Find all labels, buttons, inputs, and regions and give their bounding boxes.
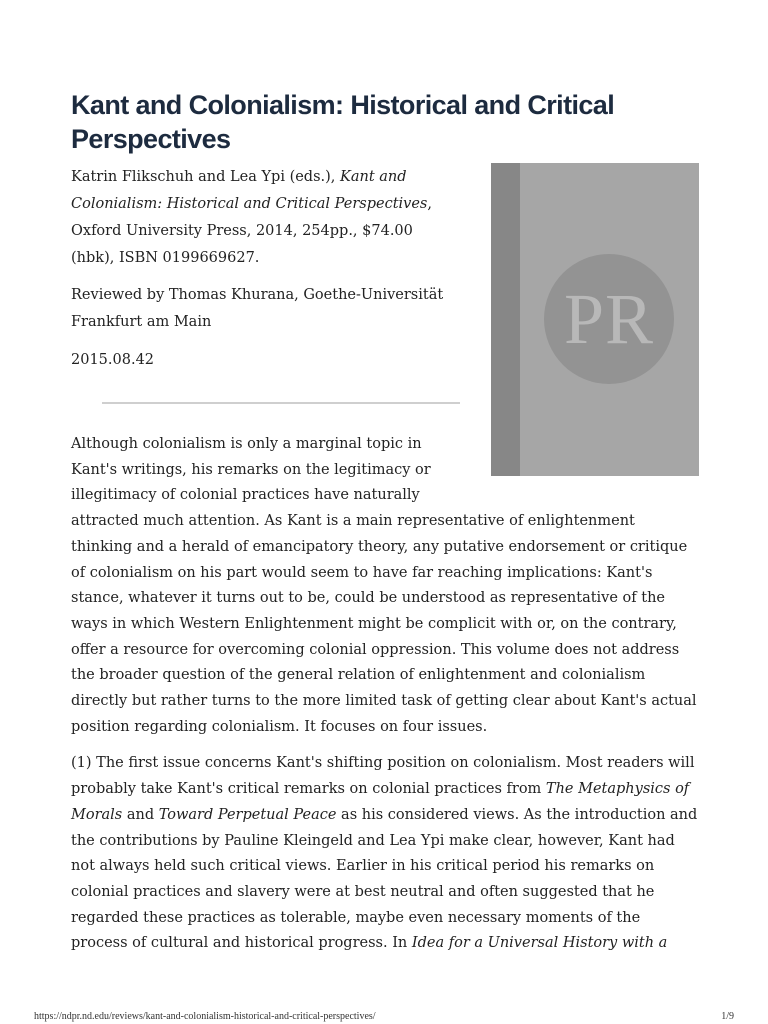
book-citation bbox=[71, 164, 451, 272]
citation-details: , Oxford University Press, 2014, 254pp., $74.00 (hbk), ISBN 0199669627. bbox=[71, 196, 432, 266]
work-title-metaphysics-of-morals: The Metaphysics of Morals bbox=[71, 781, 690, 823]
pr-logo-badge bbox=[544, 254, 674, 384]
book-spine bbox=[491, 163, 520, 476]
reviewer-line: Reviewed by Thomas Khurana, Goethe-Universität Frankfurt am Main bbox=[71, 287, 444, 330]
cover-float-spacer bbox=[437, 432, 699, 508]
citation-authors: Katrin Flikschuh and Lea Ypi (eds.), bbox=[71, 169, 341, 185]
work-title-idea-universal-history: Idea for a Universal History with a bbox=[411, 935, 668, 952]
divider bbox=[102, 402, 460, 404]
body-paragraph-1: Although colonialism is only a marginal topic in Kant's writings, his remarks on the legitimacy or illegitimacy of colonial practices have naturally attracted much attention. As Kant is a main representative of enlightenment thinking and a herald of emancipatory theory, any putative endorsement or critique of colonialism on his part would seem to have far reaching implications: Kant's stance, whatever it turns out to be, could be understood as representative of the ways in which Western Enlightenment might be complicit with or, on the contrary, offer a resource for overcoming colonial oppression. This volume does not address the broader question of the general relation of enlightenment and colonialism directly but rather turns to the more limited task of getting clear about Kant's actual position regarding colonialism. It focuses on four issues. bbox=[71, 436, 697, 735]
work-title-perpetual-peace: Toward Perpetual Peace bbox=[158, 806, 337, 823]
pr-logo-text: PR bbox=[563, 279, 655, 359]
print-url: https://ndpr.nd.edu/reviews/kant-and-colonialism-historical-and-critical-perspectives/ bbox=[34, 1011, 376, 1022]
review-body bbox=[71, 432, 699, 968]
body-paragraph-2: (1) The first issue concerns Kant's shifting position on colonialism. Most readers will probably take Kant's critical remarks on colonial practices from The Metaphysics of Morals and Toward Perpetual Peace as his considered views. As the introduction and the contributions by Pauline Kleingeld and Lea Ypi make clear, however, Kant had not always held such critical views. Earlier in his critical period his remarks on colonial practices and slavery were at best neutral and often suggested that he regarded these practices as tolerable, maybe even necessary moments of the process of cultural and historical progress. In Idea for a Universal History with a bbox=[71, 755, 698, 952]
review-title: Kant and Colonialism: Historical and Critical Perspectives bbox=[71, 90, 615, 154]
review-date: 2015.08.42 bbox=[71, 352, 155, 368]
citation-book-title[interactable]: Kant and Colonialism: Historical and Critical Perspectives bbox=[71, 169, 428, 212]
book-cover-placeholder bbox=[491, 163, 699, 476]
page-indicator: 1/9 bbox=[721, 1011, 734, 1022]
